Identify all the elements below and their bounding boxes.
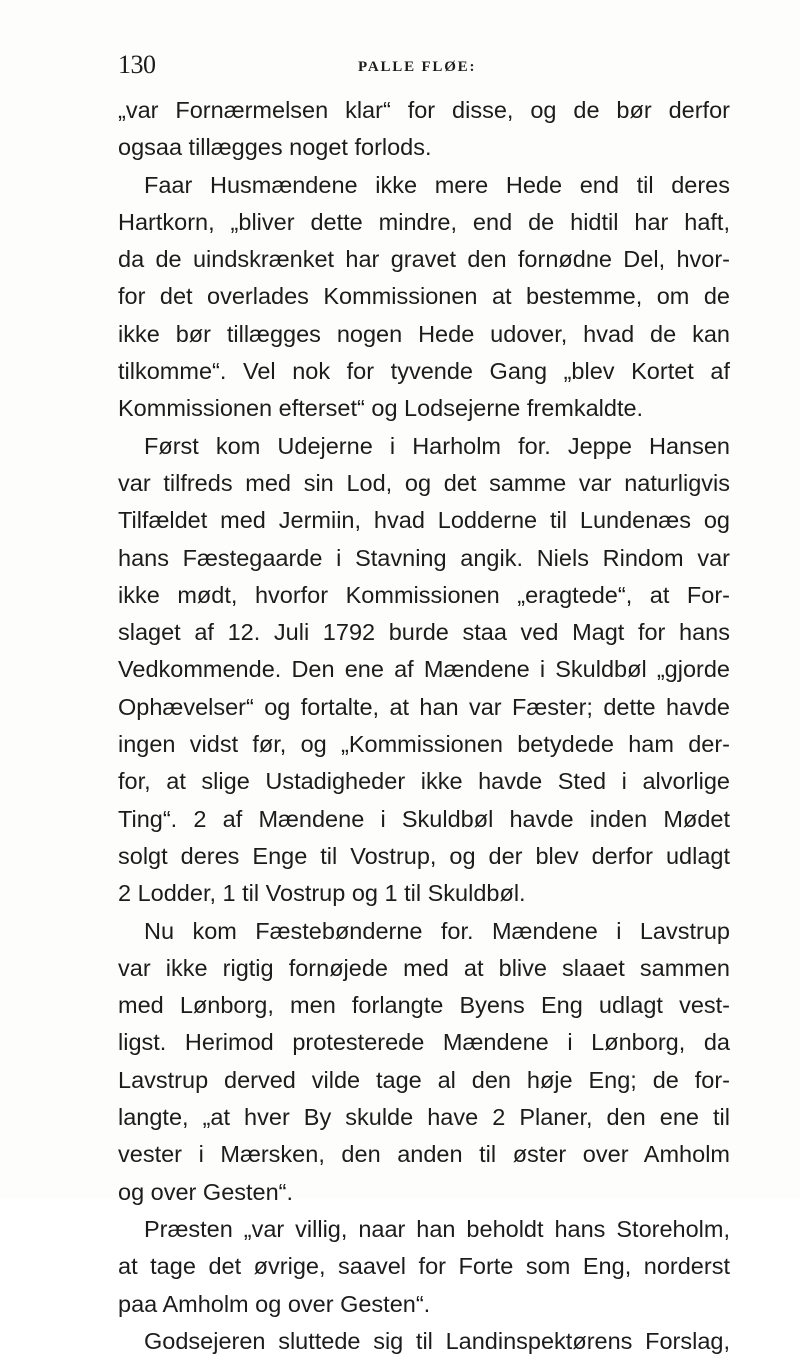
text-line: Faar Husmændene ikke mere Hede end til deres — [144, 171, 730, 198]
text-line: ikke bør tillægges nogen Hede udover, hvad de kan — [118, 320, 730, 347]
text-line: Præsten „var villig, naar han beholdt hans Storeholm, — [144, 1215, 730, 1242]
text-line: 2 Lodder, 1 til Vostrup og 1 til Skuldbøl. — [118, 880, 526, 907]
text-line: ikke mødt, hvorfor Kommissionen „eragtede“, at For- — [118, 581, 730, 608]
text-line: Lavstrup derved vilde tage al den høje Eng; de for- — [118, 1066, 730, 1093]
page-header — [118, 50, 728, 84]
text-line: for, at slige Ustadigheder ikke havde Sted i alvorlige — [118, 768, 730, 795]
text-line: Ting“. 2 af Mændene i Skuldbøl havde inden Mødet — [118, 805, 730, 832]
text-line: var ikke rigtig fornøjede med at blive slaaet sammen — [118, 954, 730, 981]
text-line: var tilfreds med sin Lod, og det samme var naturligvis — [118, 469, 730, 496]
text-line: Ophævelser“ og fortalte, at han var Fæster; dette havde — [118, 693, 730, 720]
text-line: Vedkommende. Den ene af Mændene i Skuldbøl „gjorde — [118, 656, 730, 683]
text-line: „var Fornærmelsen klar“ for disse, og de bør derfor — [118, 97, 730, 123]
text-line: vester i Mærsken, den anden til øster over Amholm — [118, 1141, 730, 1168]
running-head: PALLE FLØE: — [358, 59, 477, 75]
text-line: Først kom Udejerne i Harholm for. Jeppe Hansen — [144, 432, 730, 459]
text-line: langte, „at hver By skulde have 2 Planer, den ene til — [118, 1104, 730, 1131]
text-line: at tage det øvrige, saavel for Forte som Eng, norderst — [118, 1253, 730, 1280]
text-line: tilkomme“. Vel nok for tyvende Gang „blev Kortet af — [118, 358, 730, 385]
page-number: 130 — [118, 50, 156, 79]
text-line: ogsaa tillægges noget forlods. — [118, 134, 432, 161]
text-line: for det overlades Kommissionen at bestemme, om de — [118, 283, 730, 310]
text-line: med Lønborg, men forlangte Byens Eng udlagt vest- — [118, 992, 730, 1019]
text-line: hans Fæstegaarde i Stavning angik. Niels Rindom var — [118, 544, 730, 571]
text-line: da de uindskrænket har gravet den fornødne Del, hvor- — [118, 246, 730, 273]
text-line: Hartkorn, „bliver dette mindre, end de hidtil har haft, — [118, 208, 730, 235]
body-text — [118, 92, 730, 1360]
text-line: slaget af 12. Juli 1792 burde staa ved Magt for hans — [118, 619, 730, 646]
text-line: Godsejeren sluttede sig til Landinspektørens Forslag, — [144, 1327, 730, 1354]
text-line: Tilfældet med Jermiin, hvad Lodderne til Lundenæs og — [118, 507, 730, 534]
text-line: ligst. Herimod protesterede Mændene i Lønborg, da — [118, 1029, 730, 1056]
text-line: Nu kom Fæstebønderne for. Mændene i Lavstrup — [144, 917, 730, 944]
text-line: paa Amholm og over Gesten“. — [118, 1290, 431, 1317]
text-line: og over Gesten“. — [118, 1178, 294, 1205]
text-line: solgt deres Enge til Vostrup, og der blev derfor udlagt — [118, 842, 730, 869]
text-line: ingen vidst før, og „Kommissionen betydede ham der- — [118, 731, 730, 758]
text-line: Kommissionen efterset“ og Lodsejerne fremkaldte. — [118, 395, 644, 422]
